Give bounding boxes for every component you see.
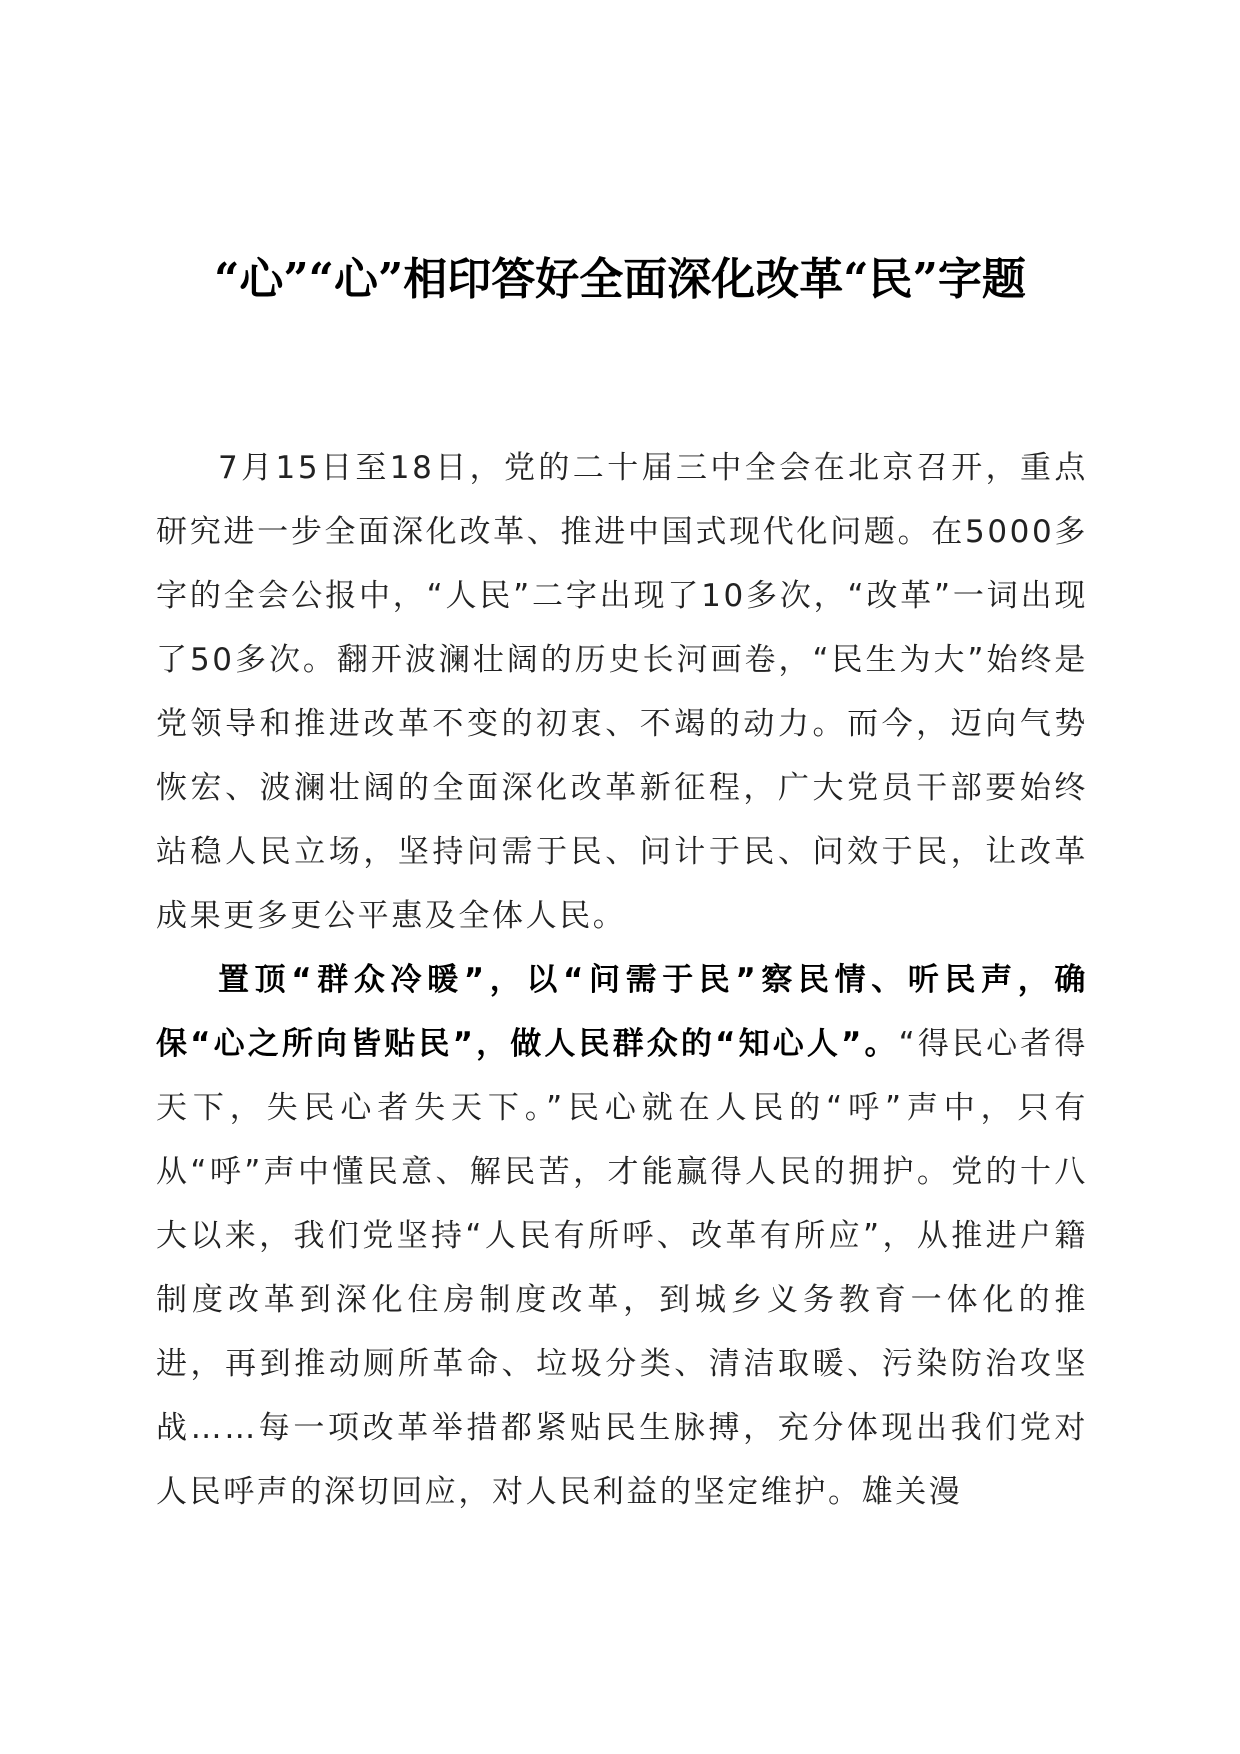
paragraph-2-lead: 置顶“群众冷暖”，以“问需于民”察民情、听民声，确保“心之所向皆贴民”，做人民群众的“知心人”。 xyxy=(156,962,1088,1062)
paragraph-2 xyxy=(156,948,1088,1524)
paragraph-1 xyxy=(156,436,1088,948)
paragraph-2-text: “得民心者得天下，失民心者失天下。”民心就在人民的“呼”声中，只有从“呼”声中懂民意、解民苦，才能赢得人民的拥护。党的十八大以来，我们党坚持“人民有所呼、改革有所应”，从推进户籍制度改革到深化住房制度改革，到城乡义务教育一体化的推进，再到推动厕所革命、垃圾分类、清洁取暖、污染防治攻坚战……每一项改革举措都紧贴民生脉搏，充分体现出我们党对人民呼声的深切回应，对人民利益的坚定维护。雄关漫 xyxy=(156,1026,1089,1510)
paragraph-1-text: 7月15日至18日，党的二十届三中全会在北京召开，重点研究进一步全面深化改革、推进中国式现代化问题。在5000多字的全会公报中，“人民”二字出现了10多次，“改革”一词出现了50多次。翻开波澜壮阔的历史长河画卷，“民生为大”始终是党领导和推进改革不变的初衷、不竭的动力。而今，迈向气势恢宏、波澜壮阔的全面深化改革新征程，广大党员干部要始终站稳人民立场，坚持问需于民、问计于民、问效于民，让改革成果更多更公平惠及全体人民。 xyxy=(156,450,1088,934)
document-body xyxy=(156,436,1088,1524)
document-title: “心”“心”相印答好全面深化改革“民”字题 xyxy=(214,254,1026,305)
